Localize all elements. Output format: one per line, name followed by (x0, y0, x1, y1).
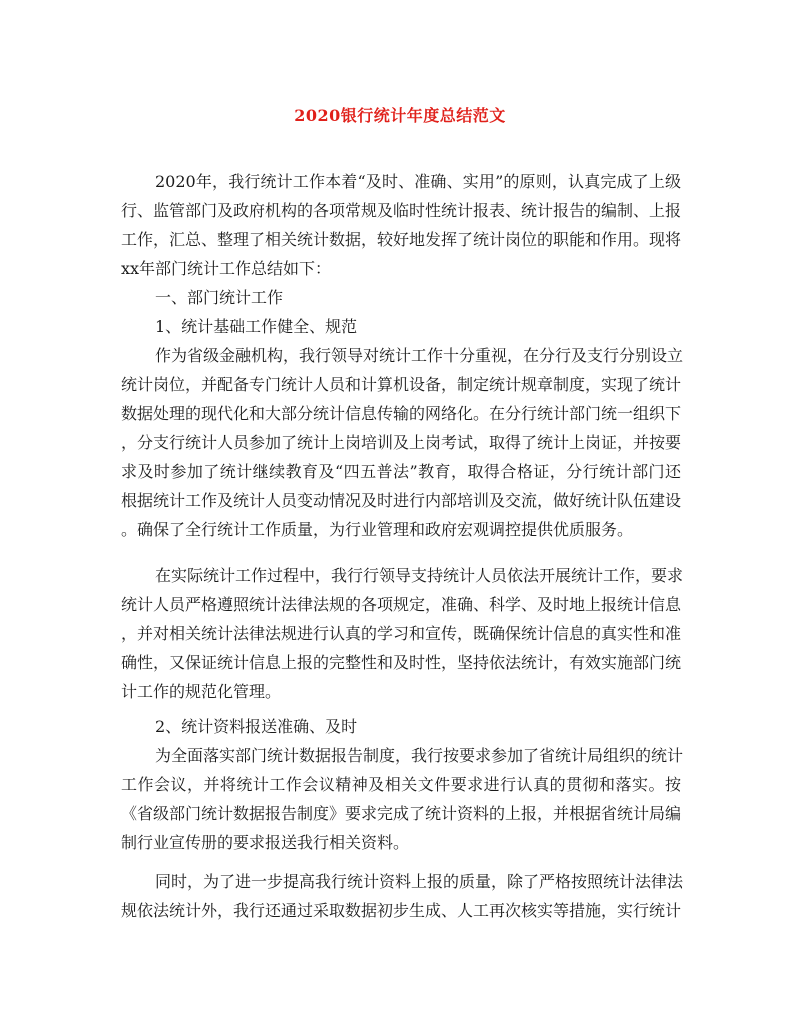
paragraph-line: 为全面落实部门统计数据报告制度，我行按要求参加了省统计局组织的统计 (155, 746, 684, 765)
subsection-heading: 1、统计基础工作健全、规范 (155, 317, 358, 336)
paragraph-line: 规依法统计外，我行还通过采取数据初步生成、人工再次核实等措施，实行统计 (121, 901, 682, 920)
paragraph-line: 统计人员严格遵照统计法律法规的各项规定，准确、科学、及时地上报统计信息 (121, 595, 682, 614)
paragraph-line: 计工作的规范化管理。 (121, 682, 282, 701)
paragraph-line: 确性，又保证统计信息上报的完整性和及时性，坚持依法统计，有效实施部门统 (121, 653, 682, 672)
paragraph-line: 2020年，我行统计工作本着“及时、准确、实用”的原则，认真完成了上级 (155, 172, 681, 191)
paragraph-line: xx年部门统计工作总结如下： (121, 259, 332, 278)
paragraph-line: 。确保了全行统计工作质量，为行业管理和政府宏观调控提供优质服务。 (121, 520, 634, 539)
paragraph-line: 统计岗位，并配备专门统计人员和计算机设备，制定统计规章制度，实现了统计 (121, 375, 682, 394)
paragraph-line: 工作，汇总、整理了相关统计数据，较好地发挥了统计岗位的职能和作用。现将 (121, 230, 682, 249)
paragraph-line: 根据统计工作及统计人员变动情况及时进行内部培训及交流，做好统计队伍建设 (121, 491, 682, 510)
paragraph-line: 同时，为了进一步提高我行统计资料上报的质量，除了严格按照统计法律法 (155, 872, 684, 891)
paragraph-line: 行、监管部门及政府机构的各项常规及临时性统计报表、统计报告的编制、上报 (121, 201, 682, 220)
paragraph-line: 数据处理的现代化和大部分统计信息传输的网络化。在分行统计部门统一组织下 (121, 404, 682, 423)
paragraph-line: ，分支行统计人员参加了统计上岗培训及上岗考试，取得了统计上岗证，并按要 (121, 433, 682, 452)
section-heading: 一、部门统计工作 (155, 288, 284, 307)
paragraph-line: 求及时参加了统计继续教育及“四五普法”教育，取得合格证，分行统计部门还 (121, 462, 681, 481)
document-title: 2020银行统计年度总结范文 (294, 106, 506, 125)
paragraph-line: ，并对相关统计法律法规进行认真的学习和宣传，既确保统计信息的真实性和准 (121, 624, 682, 643)
paragraph-line: 工作会议，并将统计工作会议精神及相关文件要求进行认真的贯彻和落实。按 (121, 775, 681, 794)
paragraph-line: 《省级部门统计数据报告制度》要求完成了统计资料的上报，并根据省统计局编 (121, 804, 682, 823)
paragraph-line: 在实际统计工作过程中，我行行领导支持统计人员依法开展统计工作，要求 (155, 566, 684, 585)
paragraph-line: 制行业宣传册的要求报送我行相关资料。 (121, 833, 410, 852)
subsection-heading: 2、统计资料报送准确、及时 (155, 717, 358, 736)
paragraph-line: 作为省级金融机构，我行领导对统计工作十分重视，在分行及支行分别设立 (155, 346, 684, 365)
